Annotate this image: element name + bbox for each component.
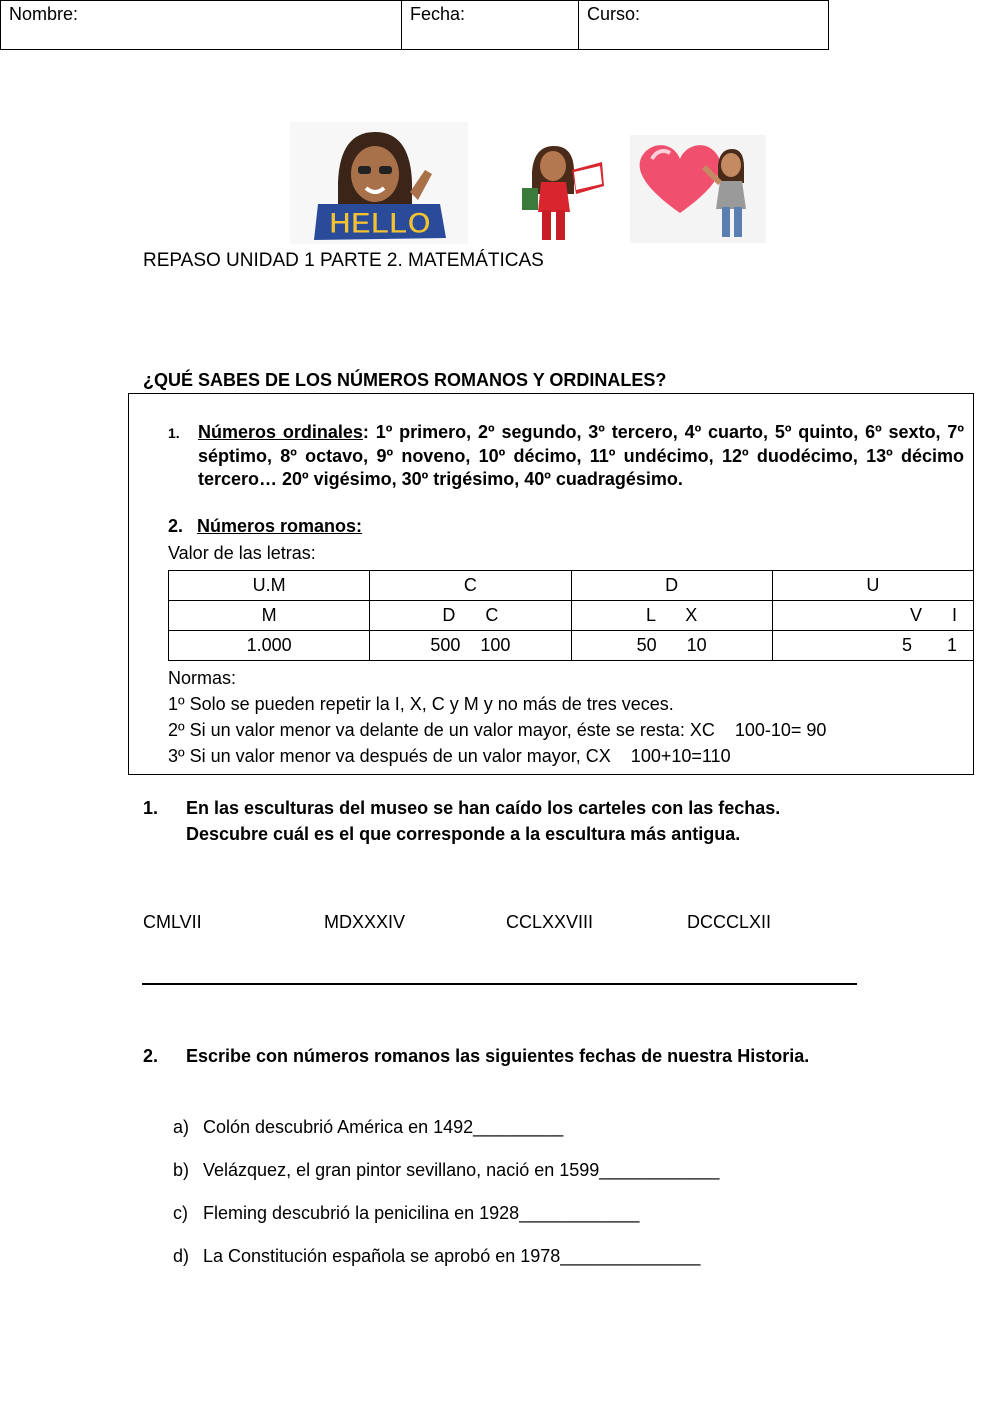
table-cell: V I [772, 601, 973, 631]
svg-text:HELLO: HELLO [329, 207, 431, 240]
item-text: Velázquez, el gran pintor sevillano, nació en 1599____________ [203, 1160, 720, 1180]
ordinals-number: 1. [168, 425, 180, 441]
list-item [173, 1246, 700, 1267]
item-text: Colón descubrió América en 1492_________ [203, 1117, 564, 1137]
item-text: La Constitución española se aprobó en 1978______________ [203, 1246, 701, 1266]
student-info-table [0, 0, 829, 50]
answer-line[interactable] [142, 983, 857, 985]
table-cell: D C [370, 601, 571, 631]
table-row [169, 571, 974, 601]
table-cell: U.M [169, 571, 370, 601]
table-cell: C [370, 571, 571, 601]
item-label: a) [173, 1117, 190, 1137]
letters-label: Valor de las letras: [168, 543, 316, 563]
roman-option: DCCCLXII [687, 912, 772, 932]
table-cell: D [571, 571, 772, 601]
table-cell: 1.000 [169, 631, 370, 661]
exercise-2-number: 2. [143, 1046, 159, 1066]
table-row [169, 631, 974, 661]
list-item [173, 1160, 719, 1181]
rule-item: 2º Si un valor menor va delante de un valor mayor, éste se resta: XC 100-10= 90 [168, 720, 827, 740]
date-field[interactable]: Fecha: [402, 1, 579, 49]
roman-values-table [168, 570, 974, 661]
roman-option: MDXXXIV [324, 912, 406, 932]
rule-item: 1º Solo se pueden repetir la I, X, C y M y no más de tres veces. [168, 694, 674, 714]
table-row [169, 601, 974, 631]
list-item [173, 1117, 563, 1138]
item-label: d) [173, 1246, 190, 1266]
girl-waving-hello-icon [290, 122, 468, 244]
exercise-1-text: En las esculturas del museo se han caído los carteles con las fechas. Descubre cuál es el que corresponde a la escultura más antigua. [186, 798, 781, 844]
table-cell: 5 1 [772, 631, 973, 661]
rule-item: 3º Si un valor menor va después de un valor mayor, CX 100+10=110 [168, 746, 731, 766]
romans-heading [168, 516, 362, 537]
item-label: c) [173, 1203, 188, 1223]
roman-option: CMLVII [143, 912, 202, 932]
norms-label: Normas: [168, 668, 237, 688]
table-cell: U [772, 571, 973, 601]
girl-with-heart-icon [630, 135, 766, 243]
romans-label: Números romanos: [197, 516, 363, 536]
ordinals-text: : 1º primero, 2º segundo, 3º tercero, 4º cuarto, 5º quinto, 6º sexto, 7º séptimo, 8º octavo, 9º noveno, 10º décimo, 11º undécimo, 12º duodécimo, 13º décimo tercero… 20º vigésimo, 30º trigésimo, 40º cuadragésimo. [198, 422, 964, 489]
item-label: b) [173, 1160, 190, 1180]
roman-option: CCLXXVIII [506, 912, 594, 932]
table-cell: M [169, 601, 370, 631]
exercise-2-text: Escribe con números romanos las siguientes fechas de nuestra Historia. [186, 1046, 810, 1066]
table-cell: 500 100 [370, 631, 571, 661]
list-item [173, 1203, 639, 1224]
section-heading: ¿QUÉ SABES DE LOS NÚMEROS ROMANOS Y ORDINALES? [143, 370, 667, 390]
hello-sign [314, 204, 446, 240]
item-text: Fleming descubrió la penicilina en 1928____________ [203, 1203, 640, 1223]
ordinals-label: Números ordinales [198, 422, 363, 442]
table-cell: 50 10 [571, 631, 772, 661]
course-field[interactable]: Curso: [587, 4, 641, 24]
page-title: REPASO UNIDAD 1 PARTE 2. MATEMÁTICAS [143, 250, 544, 271]
table-cell: L X [571, 601, 772, 631]
girl-with-books-icon [514, 142, 606, 242]
exercise-1-number: 1. [143, 798, 159, 818]
name-field[interactable]: Nombre: [1, 1, 402, 49]
romans-number: 2. [168, 516, 184, 536]
